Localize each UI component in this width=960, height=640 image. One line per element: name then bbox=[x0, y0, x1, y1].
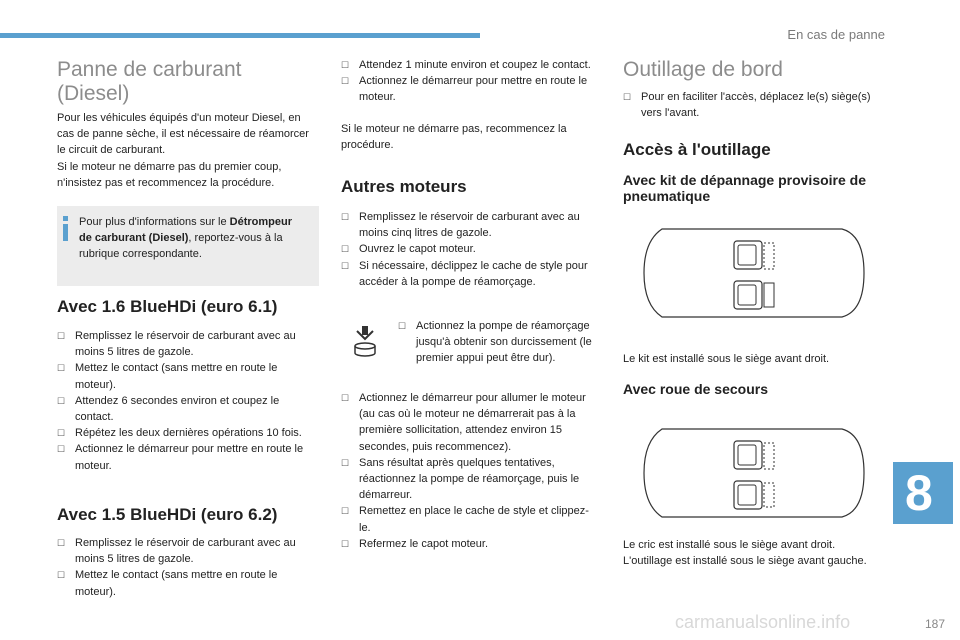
info-text bbox=[79, 214, 304, 263]
title-line-1: Panne de carburant bbox=[57, 58, 242, 81]
watermark: carmanualsonline.info bbox=[675, 612, 851, 632]
list-item: ☐ Remettez en place le cache de style et clippez-le. bbox=[341, 503, 599, 535]
list-item: ☐ Mettez le contact (sans mettre en route le moteur). bbox=[57, 567, 319, 599]
pump-step bbox=[398, 318, 594, 367]
intro-text-2: Si le moteur ne démarre pas du premier coup, n'insistez pas et recommencez la procédure. bbox=[57, 160, 282, 189]
info-pre: Pour plus d'informations sur le bbox=[79, 216, 230, 228]
page-title bbox=[57, 58, 241, 106]
list-item: ☐ Remplissez le réservoir de carburant avec au moins 5 litres de gazole. bbox=[57, 328, 319, 360]
heading-acces: Accès à l'outillage bbox=[623, 140, 771, 159]
steps-euro-6-2 bbox=[57, 535, 319, 600]
list-item: ☐ Répétez les deux dernières opérations 10 fois. bbox=[57, 425, 319, 441]
list-item: ☐ Mettez le contact (sans mettre en route le moteur). bbox=[57, 360, 319, 392]
heading-kit: Avec kit de dépannage provisoire de pneumatique bbox=[623, 172, 867, 204]
info-icon bbox=[63, 216, 68, 241]
heading-euro-6-1: Avec 1.6 BlueHDi (euro 6.1) bbox=[57, 297, 278, 316]
list-item: ☐ Actionnez le démarreur pour mettre en route le moteur. bbox=[57, 441, 319, 473]
chapter-number: 8 bbox=[905, 465, 933, 521]
chapter-tab bbox=[893, 462, 953, 524]
list-item: ☐ Attendez 1 minute environ et coupez le contact. bbox=[341, 57, 599, 73]
roue-caption-1: Le cric est installé sous le siège avant droit. bbox=[623, 539, 836, 551]
list-item: ☐ Refermez le capot moteur. bbox=[341, 536, 599, 552]
priming-pump-icon bbox=[352, 325, 378, 359]
list-item: ☐ Actionnez le démarreur pour mettre en route le moteur. bbox=[341, 73, 599, 105]
page-number: 187 bbox=[925, 617, 946, 631]
car-diagram-kit bbox=[642, 225, 866, 321]
steps-autres bbox=[341, 209, 599, 290]
intro-paragraph bbox=[57, 110, 319, 191]
list-item: ☐ Ouvrez le capot moteur. bbox=[341, 241, 599, 257]
section-title-outillage: Outillage de bord bbox=[623, 58, 783, 81]
steps-end bbox=[341, 390, 599, 552]
retry-paragraph: Si le moteur ne démarre pas, recommencez la procédure. bbox=[341, 123, 567, 152]
heading-roue: Avec roue de secours bbox=[623, 381, 768, 397]
steps-euro-6-1 bbox=[57, 328, 319, 474]
kit-caption: Le kit est installé sous le siège avant droit. bbox=[623, 353, 830, 365]
outillage-intro bbox=[623, 89, 873, 121]
list-item: ☐ Sans résultat après quelques tentatives, réactionnez la pompe de réamorçage, puis le démarreur. bbox=[341, 455, 599, 504]
roue-caption bbox=[623, 537, 873, 569]
heading-euro-6-2: Avec 1.5 BlueHDi (euro 6.2) bbox=[57, 505, 278, 524]
list-item: ☐ Pour en faciliter l'accès, déplacez le(s) siège(s) vers l'avant. bbox=[623, 89, 873, 121]
list-item: ☐ Remplissez le réservoir de carburant avec au moins 5 litres de gazole. bbox=[57, 535, 319, 567]
roue-caption-2: L'outillage est installé sous le siège avant gauche. bbox=[623, 555, 867, 568]
info-post: , reportez-vous à la rubrique correspondante. bbox=[79, 232, 283, 261]
title-line-2: (Diesel) bbox=[57, 82, 130, 105]
steps-continued bbox=[341, 57, 599, 106]
intro-text: Pour les véhicules équipés d'un moteur Diesel, en cas de panne sèche, il est nécessaire de réamorcer le circuit de carburant. bbox=[57, 112, 309, 157]
list-item: ☐ Actionnez le démarreur pour allumer le moteur (au cas où le moteur ne démarrerait pas à la première sollicitation, attendez environ 15 secondes, puis recommencez). bbox=[341, 390, 599, 455]
heading-autres-moteurs: Autres moteurs bbox=[341, 177, 467, 196]
list-item: ☐ Actionnez la pompe de réamorçage jusqu'à obtenir son durcissement (le premier appui peut être dur). bbox=[398, 318, 594, 367]
car-diagram-roue bbox=[642, 425, 866, 521]
section-title: En cas de panne bbox=[787, 27, 885, 42]
header-accent-bar bbox=[0, 33, 480, 38]
list-item: ☐ Attendez 6 secondes environ et coupez le contact. bbox=[57, 393, 319, 425]
info-box bbox=[57, 206, 319, 286]
list-item: ☐ Remplissez le réservoir de carburant avec au moins cinq litres de gazole. bbox=[341, 209, 599, 241]
info-bold: Détrompeur de carburant (Diesel) bbox=[79, 216, 293, 245]
list-item: ☐ Si nécessaire, déclippez le cache de style pour accéder à la pompe de réamorçage. bbox=[341, 258, 599, 290]
